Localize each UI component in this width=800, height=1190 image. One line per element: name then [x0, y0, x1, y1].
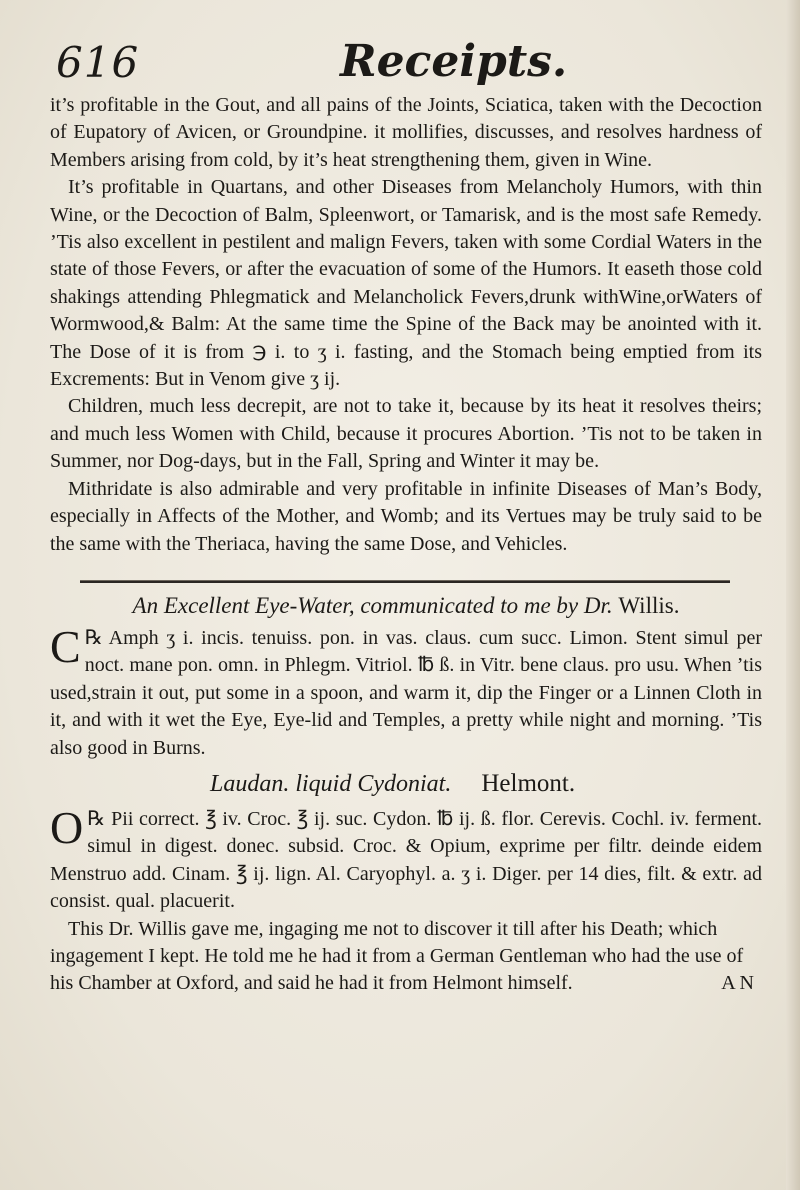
catchword: A N — [721, 972, 754, 995]
recipe-laudanum — [50, 801, 762, 916]
section-title-laudanum — [210, 770, 762, 798]
drop-cap: O — [50, 801, 84, 853]
section-title-eye-water — [50, 593, 762, 619]
section-title-author: Helmont. — [481, 769, 576, 797]
body-paragraph: Mithridate is also admirable and very profitable in infinite Diseases of Man’s Body, especially in Affects of the Mother, and Womb; and its Vertues may be truly said to be the same with the Theriaca, having the same Dose, and Vehicles. — [50, 477, 762, 555]
page-gutter-shadow — [786, 0, 800, 1190]
section-title-text: Laudan. liquid Cydoniat. — [210, 770, 452, 797]
section-title-text: An Excellent Eye-Water, communicated to me by Dr. — [132, 592, 613, 618]
note-text: This Dr. Willis gave me, ingaging me not to discover it till after his Death; which ingagement I kept. He told me he had it from a German Gentleman who had the use of his Chamber at Oxford, and said he had it from Helmont himself. — [50, 917, 744, 995]
page-number: 616 — [56, 38, 140, 87]
page-header — [50, 30, 762, 92]
drop-cap: C — [50, 620, 81, 672]
recipe-text: Amph ʒ i. incis. tenuiss. pon. in vas. claus. cum succ. Limon. Stent simul per noct. mane pon. omn. in Phlegm. Vitriol. ℔ ß. in Vitr. bene claus. pro usu. When ’tis used,strain it out, put some in a spoon, and warm it, dip the Finger or a Linnen Cloth in it, and with it wet the Eye, Eye-lid and Temples, a pretty while night and morning. ’Tis also good in Burns. — [50, 626, 762, 759]
body-paragraph: It’s profitable in Quartans, and other Diseases from Melancholy Humors, with thin Wine, or the Decoction of Balm, Spleenwort, or Tamarisk, and is the most safe Remedy. ’Tis also excellent in pestilent and malign Fevers, taken with some Cordial Waters in the state of those Fevers, or after the evacuation of some of the Humors. It easeth those cold shakings attending Phlegmatick and Melancholick Fevers,drunk withWine,orWaters of Wormwood,& Balm: At the same time the Spine of the Back may be anointed with it. The Dose of it is from ℈ i. to ʒ i. fasting, and the Stomach being emptied from its Excrements: But in Venom give ʒ ij. — [50, 176, 762, 391]
body-paragraph: it’s profitable in the Gout, and all pains of the Joints, Sciatica, taken with the Decoction of Eupatory of Avicen, or Groundpine. it mollifies, discusses, and resolves hardness of Members arising from cold, by it’s heat strengthening them, given in Wine. — [50, 94, 762, 171]
recipe-note — [50, 916, 762, 998]
section-divider — [80, 580, 730, 583]
section-title-author: Willis. — [618, 592, 680, 618]
recipe-symbol-icon: ℞ — [84, 626, 103, 649]
body-paragraph: Children, much less decrepit, are not to take it, because by its heat it resolves theirs; and much less Women with Child, because it procures Abortion. ’Tis not to be taken in Summer, nor Dog-days, but in the Fall, Spring and Winter it may be. — [50, 395, 762, 473]
recipe-eye-water — [50, 620, 762, 762]
running-head-title: Receipts. — [340, 36, 568, 87]
recipe-symbol-icon: ℞ — [87, 807, 106, 830]
recipe-text: Pii correct. ℥ iv. Croc. ℥ ij. suc. Cydon. ℔ ij. ß. flor. Cerevis. Cochl. iv. ferment. simul in digest. donec. subsid. Croc. & Opium, exprime per filtr. deinde eidem Menstruo add. Cinam. ℥ ij. lign. Al. Caryophyl. a. ʒ i. Diger. per 14 dies, filt. & extr. ad consist. qual. placuerit. — [50, 807, 762, 913]
